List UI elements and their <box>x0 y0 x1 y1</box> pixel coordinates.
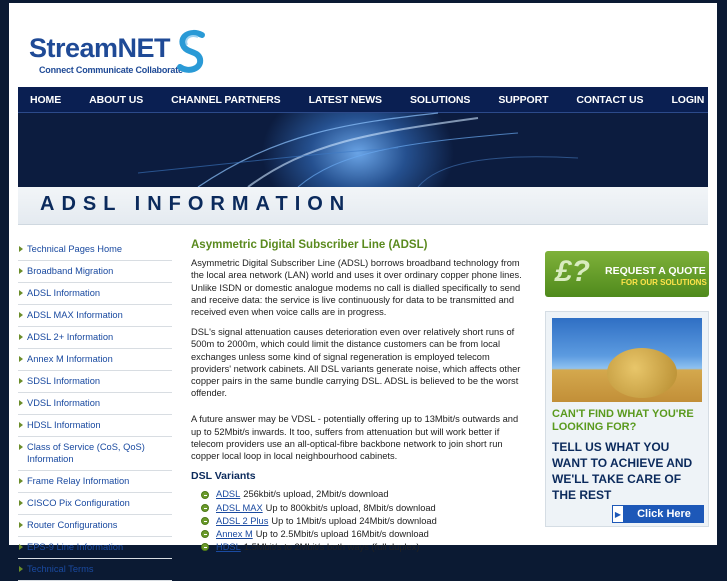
sidebar-item[interactable] <box>18 305 172 327</box>
plus-bullet-icon <box>201 504 209 512</box>
variant-item <box>201 488 531 500</box>
arrow-bullet-icon <box>19 544 23 550</box>
sidebar-item[interactable] <box>18 515 172 537</box>
plus-bullet-icon <box>201 543 209 551</box>
arrow-bullet-icon <box>19 566 23 572</box>
sidebar-item-label: Technical Pages Home <box>27 244 123 254</box>
sidebar-item-label: Class of Service (CoS, QoS) Information <box>27 442 145 464</box>
nav-item[interactable]: SUPPORT <box>498 93 549 106</box>
sidebar-item[interactable] <box>18 537 172 559</box>
arrow-bullet-icon <box>19 268 23 274</box>
arrow-bullet-icon <box>19 478 23 484</box>
variant-item <box>201 541 531 553</box>
nav-item[interactable]: HOME <box>30 93 62 106</box>
arrow-bullet-icon <box>19 422 23 428</box>
variant-link[interactable]: ADSL <box>216 489 241 500</box>
variant-link[interactable]: ADSL 2 Plus <box>216 515 269 526</box>
sidebar-item[interactable] <box>18 493 172 515</box>
sidebar-item-label: HDSL Information <box>27 420 101 430</box>
nav-item[interactable]: LOGIN <box>671 93 705 106</box>
arrow-bullet-icon <box>19 290 23 296</box>
click-here-button[interactable] <box>612 505 704 523</box>
sidebar-item[interactable] <box>18 239 172 261</box>
banner-light-streaks <box>18 113 708 187</box>
arrow-bullet-icon <box>19 356 23 362</box>
arrow-bullet-icon <box>19 312 23 318</box>
sidebar-item-label: Technical Terms <box>27 564 94 574</box>
paragraph: DSL's signal attenuation causes deterioration even over relatively short runs of 500m to 2000m, which could limit the distance customers can be from local exchanges unless some kind of signal regeneration is employed telecom providers' network cabinets. All DSL variants generate noise, which affects other copper pairs in the same bundle carrying DSL. ADSL is believed to be the worst offender. <box>191 327 521 399</box>
page-title-bar <box>18 187 708 225</box>
nav-item[interactable]: CONTACT US <box>576 93 644 106</box>
header-banner <box>18 113 708 187</box>
sidebar-item[interactable] <box>18 327 172 349</box>
variant-link[interactable]: Annex M <box>216 529 253 540</box>
sidebar-item[interactable] <box>18 371 172 393</box>
logo-tagline: Connect Communicate Collaborate <box>39 65 183 75</box>
pound-question-icon: £? <box>555 255 591 288</box>
page <box>9 3 717 574</box>
sidebar-item-label: VDSL Information <box>27 398 101 408</box>
arrow-bullet-icon <box>19 378 23 384</box>
request-quote-button[interactable] <box>545 251 709 297</box>
sidebar-item-label: ADSL MAX Information <box>27 310 123 320</box>
click-here-label: Click Here <box>637 508 691 520</box>
main-content <box>191 239 531 554</box>
arrow-bullet-icon <box>19 444 23 450</box>
plus-bullet-icon <box>201 517 209 525</box>
sidebar-item-label: Frame Relay Information <box>27 476 130 486</box>
plus-bullet-icon <box>201 491 209 499</box>
promo-line1: CAN'T FIND WHAT YOU'RE LOOKING FOR? <box>552 408 694 433</box>
sidebar-item[interactable] <box>18 471 172 493</box>
hay-bale-image <box>552 318 702 402</box>
logo-name: StreamNET <box>29 33 171 63</box>
nav-item[interactable]: CHANNEL PARTNERS <box>171 93 281 106</box>
sidebar-item[interactable] <box>18 283 172 305</box>
sidebar-item[interactable] <box>18 393 172 415</box>
variant-link[interactable]: ADSL MAX <box>216 502 263 513</box>
sidebar-item-label: Router Configurations <box>27 520 118 530</box>
sidebar-item[interactable] <box>18 559 172 581</box>
quote-line1: REQUEST A QUOTE <box>605 265 706 277</box>
sidebar-nav <box>18 239 172 581</box>
page-title: ADSL INFORMATION <box>40 193 352 215</box>
logo-swirl-icon <box>176 29 208 77</box>
paragraph: A future answer may be VDSL - potentially offering up to 13Mbit/s outwards and up to 52Mbit/s inwards. It too, suffers from attenuation but will work better if telecom providers use an all-optical-fibre backbone network to join short run copper local loop in local neighbourhood cabinets. <box>191 414 519 462</box>
content-heading: Asymmetric Digital Subscriber Line (ADSL) <box>191 239 428 251</box>
sidebar-item[interactable] <box>18 415 172 437</box>
hay-bale-shape <box>607 348 677 398</box>
arrow-bullet-icon <box>19 500 23 506</box>
sidebar-item-label: SDSL Information <box>27 376 101 386</box>
variants-list <box>191 488 531 553</box>
arrow-bullet-icon <box>19 522 23 528</box>
sidebar-item-label: ADSL Information <box>27 288 101 298</box>
sidebar-item[interactable] <box>18 349 172 371</box>
sidebar-item-label: Broadband Migration <box>27 266 114 276</box>
arrow-bullet-icon <box>19 246 23 252</box>
variant-item <box>201 502 531 514</box>
promo-box <box>545 311 709 527</box>
variant-description: 256kbit/s upload, 2Mbit/s download <box>243 489 389 500</box>
sidebar-item[interactable] <box>18 261 172 283</box>
variant-item <box>201 515 531 527</box>
logo[interactable] <box>29 29 229 81</box>
sidebar-item[interactable] <box>18 437 172 471</box>
arrow-right-icon: ▶ <box>612 505 624 523</box>
sidebar-item-label: Annex M Information <box>27 354 113 364</box>
variant-item <box>201 528 531 540</box>
variant-description: Up to 800kbit/s upload, 8Mbit/s download <box>265 502 436 513</box>
promo-line2: TELL US WHAT YOU WANT TO ACHIEVE AND WE'LL TAKE CARE OF THE REST <box>552 440 693 502</box>
quote-line2: FOR OUR SOLUTIONS <box>621 278 707 287</box>
variants-heading: DSL Variants <box>191 470 256 483</box>
variant-description: Up to 1Mbit/s upload 24Mbit/s download <box>271 515 437 526</box>
arrow-bullet-icon <box>19 400 23 406</box>
main-nav <box>18 87 708 113</box>
arrow-bullet-icon <box>19 334 23 340</box>
sidebar-item-label: EPS-9 Line Information <box>27 542 124 552</box>
variant-description: Up to 2.5Mbit/s upload 16Mbit/s download <box>255 529 429 540</box>
sidebar-item-label: ADSL 2+ Information <box>27 332 114 342</box>
sidebar-item-label: CISCO Pix Configuration <box>27 498 130 508</box>
plus-bullet-icon <box>201 530 209 538</box>
variant-description: 1.5Mbit/s to 2Mbit/s both ways (full duplex) <box>243 542 420 553</box>
paragraph: Asymmetric Digital Subscriber Line (ADSL) borrows broadband technology from the local area network (LAN) world and uses it over ordinary copper phone lines. Unlike ISDN or domestic analogue modems no call is dialled specifically to send and receive data: the service is live continuously for data to be transmitted and received even when voice calls are in progress. <box>191 258 522 318</box>
nav-item[interactable]: SOLUTIONS <box>409 93 471 106</box>
nav-item[interactable]: LATEST NEWS <box>308 93 382 106</box>
nav-item[interactable]: ABOUT US <box>89 93 144 106</box>
variant-link[interactable]: HDSL <box>216 542 241 553</box>
